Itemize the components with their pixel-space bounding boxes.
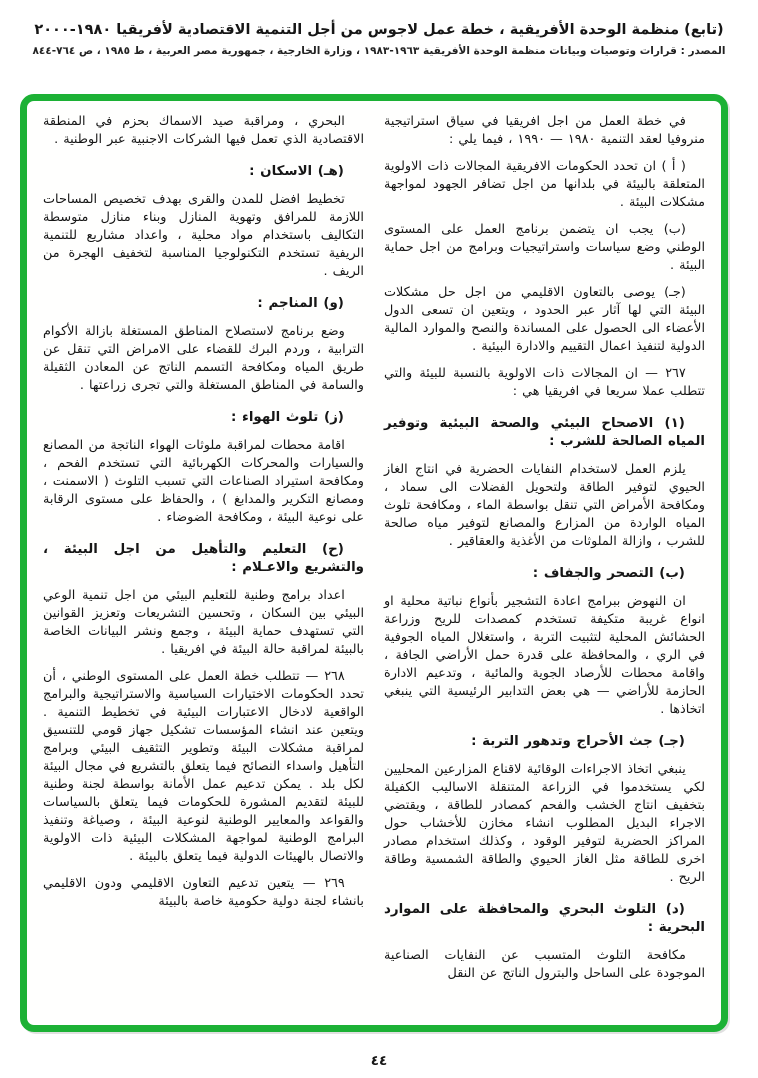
body-paragraph: (جـ) يوصى بالتعاون الاقليمي من اجل حل مشكلات البيئة التي لها آثار عبر الحدود ، ويتعين ان تسعى الدول الأعضاء الى الحصول على المساندة والنصح والموارد المالية الدولية لتنفيذ اعمال التقييم والادارة البيئية . xyxy=(384,285,705,354)
body-paragraph: مكافحة التلوث المتسبب عن النفايات الصناعية الموجودة على الساحل والبترول الناتج عن النقل xyxy=(384,948,705,981)
body-paragraph: اعداد برامج وطنية للتعليم البيئي من اجل تنمية الوعي البيئي بين السكان ، وتحسين التشريعات وتعزيز القوانين التي تستهدف حماية البيئة ، وجمع ونشر البيانات الخاصة بالبيئة لمراقبة حالة البيئة في افريقيا . xyxy=(43,588,364,657)
section-heading: (ز) تلوث الهواء : xyxy=(230,410,344,425)
section-heading: (ح) التعليم والتأهيل من اجل البيئة ، والتشريع والاعـلام : xyxy=(43,542,364,575)
section-heading: (د) التلوث البحري والمحافظة على الموارد البحرية : xyxy=(384,902,705,935)
column-left xyxy=(43,113,364,1015)
body-paragraph: تخطيط افضل للمدن والقرى بهدف تخصيص المساحات اللازمة للمرافق وتهوية المنازل وبناء منازل متوسطة التكاليف باستخدام مواد محلية ، واعداد مشاريع للتنمية الريفية تستخدم التكنولوجيا المناسبة لتخفيف الهجرة من الريف . xyxy=(43,192,364,279)
body-paragraph: في خطة العمل من اجل افريقيا في سياق استراتيجية منروفيا لعقد التنمية ١٩٨٠ — ١٩٩٠ ، فيما يلي : xyxy=(384,114,705,147)
document-source-line: المصدر : قرارات وتوصيات وبيانات منظمة الوحدة الأفريقية ١٩٦٣-١٩٨٣ ، وزارة الخارجية ، جمهورية مصر العربية ، ط ١٩٨٥ ، ص ٧٦٤-٨٤٤ xyxy=(32,45,726,57)
body-paragraph: ٢٦٨ — تتطلب خطة العمل على المستوى الوطني ، أن تحدد الحكومات الاختيارات السياسية والاستراتيجية والبرامج الواقعية لادخال الاعتبارات البيئية في تخطيط التنمية . ويتعين عند انشاء المؤسسات تشكيل جهاز قومي للتنسيق لمراقبة مشكلات البيئة وتطوير التثقيف البيئي وبرامج التأهيل واسداء النصائح فيما يتعلق بالتشريع في مجال البيئة لكل بلد . يمكن تدعيم عمل الأمانة بواسطة لجنة وطنية للبيئة لتقديم المشورة للحكومات فيما يتعلق بالسياسات والقواعد والمعايير الوطنية لنوعية البيئة ، وصياغة وتنفيذ البرامج الوطنية لمواجهة المشكلات البيئية ذات الاولوية والاتصال بالهيئات الدولية فيما يتعلق بالبيئة . xyxy=(43,669,364,864)
section-heading: (هـ) الاسكان : xyxy=(249,164,344,179)
body-paragraph: البحري ، ومراقبة صيد الاسماك بحزم في المنطقة الاقتصادية الذي تعمل فيها الشركات الاجنبية عبر الوطنية . xyxy=(43,114,364,147)
section-heading: (١) الاصحاح البيئي والصحة البيئية وتوفير المياه الصالحة للشرب : xyxy=(384,416,705,449)
body-paragraph: يلزم العمل لاستخدام النفايات الحضرية في انتاج الغاز الحيوي لتوفير الطاقة ولتحويل الفضلات الى سماد ، ومكافحة الأمراض التي تنقل بواسطة الماء ، ومكافحة تلوث المياه الواردة من المزارع والمصانع لتوفير مياه صالحة للشرب ، وازالة الملوثات من الأغذية والعقاقير . xyxy=(384,462,705,549)
page-number: ٤٤ xyxy=(370,1053,388,1069)
body-paragraph: ٢٦٧ — ان المجالات ذات الاولوية بالنسبة للبيئة والتي تتطلب عملا سريعا في افريقيا هي : xyxy=(384,366,705,399)
body-paragraph: اقامة محطات لمراقبة ملوثات الهواء الناتجة من المصانع والسيارات والمحركات الكهربائية التي تستخدم الفحم ، ومكافحة استيراد الصناعات التي تسبب التلوث ( الاسمنت ، ومصانع التكرير والمدابغ ) ، والحفاظ على مستوى الرقابة على نوعية البيئة ، ومكافحة الضوضاء . xyxy=(43,438,364,525)
body-paragraph: وضع برنامج لاستصلاح المناطق المستغلة بازالة الأكوام الترابية ، وردم البرك للقضاء على الامراض التي تنقل عن طريق المياه ومكافحة التسمم الناتج عن المعادن الثقيلة والسامة في المناطق المستغلة والتي تجرى زراعتها . xyxy=(43,324,364,393)
content-frame xyxy=(20,94,728,1032)
section-heading: (و) المناجم : xyxy=(257,296,344,311)
document-title: (تابع) منظمة الوحدة الأفريقية ، خطة عمل لاجوس من أجل التنمية الاقتصادية لأفريقيا ١٩٨٠-٢٠٠٠ xyxy=(34,22,724,38)
body-paragraph: ٢٦٩ — يتعين تدعيم التعاون الاقليمي ودون الاقليمي بانشاء لجنة دولية حكومية خاصة بالبيئة xyxy=(43,876,364,909)
column-right xyxy=(384,113,705,1015)
body-paragraph: ان النهوض ببرامج اعادة التشجير بأنواع نباتية محلية او انواع غريبة متكيفة تستخدم كمصدات للريح وزراعة الحشائش المحلية لتثبيت التربة ، واستغلال المياه الجوفية في الري ، والمحافظة على قدرة حمل الأراضي الجافة ، واقامة محطات للأرصاد الجوية والمائية ، وتدعيم الادارة الحازمة للأراضي — هي بعض التدابير الرئيسية التي ينبغي اتخاذها . xyxy=(384,594,705,717)
section-heading: (ب) التصحر والجفاف : xyxy=(532,566,685,581)
body-paragraph: ( أ ) ان تحدد الحكومات الافريقية المجالات ذات الاولوية المتعلقة بالبيئة في بلدانها من اجل تضافر الجهود لمواجهة مشكلات البيئة . xyxy=(384,159,705,210)
body-paragraph: (ب) يجب ان يتضمن برنامج العمل على المستوى الوطني وضع سياسات واستراتيجيات وبرامج من اجل حماية البيئة . xyxy=(384,222,705,273)
body-paragraph: ينبغي اتخاذ الاجراءات الوقائية لاقناع المزارعين المحليين لكي يستخدموا في الزراعة المتنقلة الاساليب الكفيلة بتخفيف انتاج الخشب والفحم كمصادر للطاقة ، ويقتضي الاجراء البديل المطلوب انشاء مخازن للأخشاب حول المراكز الحضرية لتوفير الوقود ، وكذلك استخدام مصادر اخرى للطاقة مثل الغاز الحيوي والطاقة الشمسية وطاقة الريح . xyxy=(384,762,705,885)
page-header xyxy=(0,0,758,57)
section-heading: (جـ) جث الأحراج وتدهور التربة : xyxy=(471,734,685,749)
